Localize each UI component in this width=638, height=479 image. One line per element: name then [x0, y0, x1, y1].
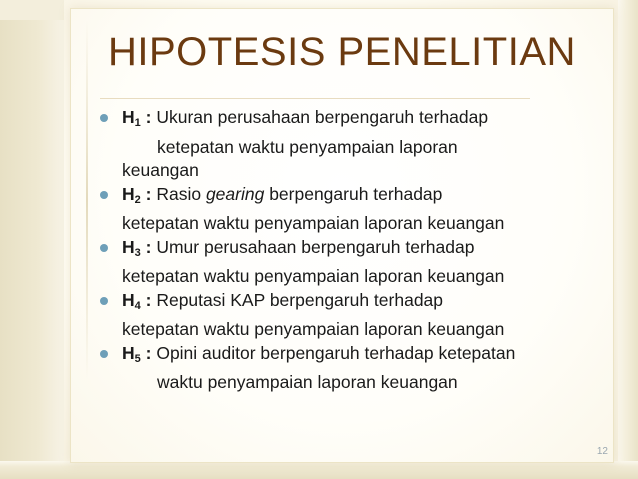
- hypothesis-line: ketepatan waktu penyampaian laporan: [157, 136, 458, 157]
- hypothesis-item-1: [100, 106, 620, 183]
- hypothesis-line: [100, 236, 620, 266]
- hypothesis-text: Reputasi KAP berpengaruh terhadap: [156, 289, 444, 310]
- hypothesis-label: $H_3$ :: [122, 236, 157, 259]
- hypothesis-line: ketepatan waktu penyampaian laporan keuangan: [122, 266, 505, 286]
- hypothesis-list: [100, 106, 620, 395]
- hypothesis-label: $H_2$ :: [122, 183, 157, 206]
- hypothesis-text-italic: gearing: [205, 183, 265, 204]
- hypothesis-text: Ukuran perusahaan berpengaruh terhadap: [156, 107, 489, 127]
- title-divider: [100, 98, 530, 99]
- slide-title: HIPOTESIS PENELITIAN: [108, 30, 576, 74]
- hypothesis-item-4: [100, 289, 620, 342]
- hypothesis-text: Umur perusahaan berpengaruh terhadap: [156, 236, 475, 257]
- hypothesis-text-pre: Rasio: [156, 183, 206, 204]
- hypothesis-label: $H_1$ :: [122, 107, 157, 129]
- hypothesis-line: keuangan: [122, 160, 199, 180]
- hypothesis-label: $H_5$ :: [122, 342, 157, 365]
- hypothesis-item-5: [100, 342, 620, 395]
- bullet-icon: [100, 350, 108, 358]
- slide-frame-right: [618, 0, 638, 479]
- hypothesis-text-post: berpengaruh terhadap: [264, 183, 443, 204]
- hypothesis-line: ketepatan waktu penyampaian laporan keuangan: [122, 319, 505, 339]
- hypothesis-line: [100, 289, 620, 319]
- hypothesis-label: $H_4$ :: [122, 289, 157, 312]
- page-number: 12: [596, 446, 608, 457]
- hypothesis-text: Opini auditor berpengaruh terhadap ketepatan: [156, 342, 516, 363]
- hypothesis-item-3: [100, 236, 620, 289]
- panel-edge-decoration: [86, 20, 88, 380]
- bullet-icon: [100, 244, 108, 252]
- bullet-icon: [100, 114, 108, 122]
- hypothesis-line: [100, 106, 620, 136]
- slide-frame-top-left: [0, 0, 64, 20]
- hypothesis-line: [100, 183, 620, 213]
- bullet-icon: [100, 191, 108, 199]
- hypothesis-line: waktu penyampaian laporan keuangan: [157, 372, 458, 392]
- hypothesis-line: ketepatan waktu penyampaian laporan keuangan: [122, 213, 505, 233]
- slide-frame-bottom: [0, 461, 638, 479]
- bullet-icon: [100, 297, 108, 305]
- slide-frame-left: [0, 0, 64, 479]
- hypothesis-line: [100, 342, 620, 372]
- hypothesis-item-2: [100, 183, 620, 236]
